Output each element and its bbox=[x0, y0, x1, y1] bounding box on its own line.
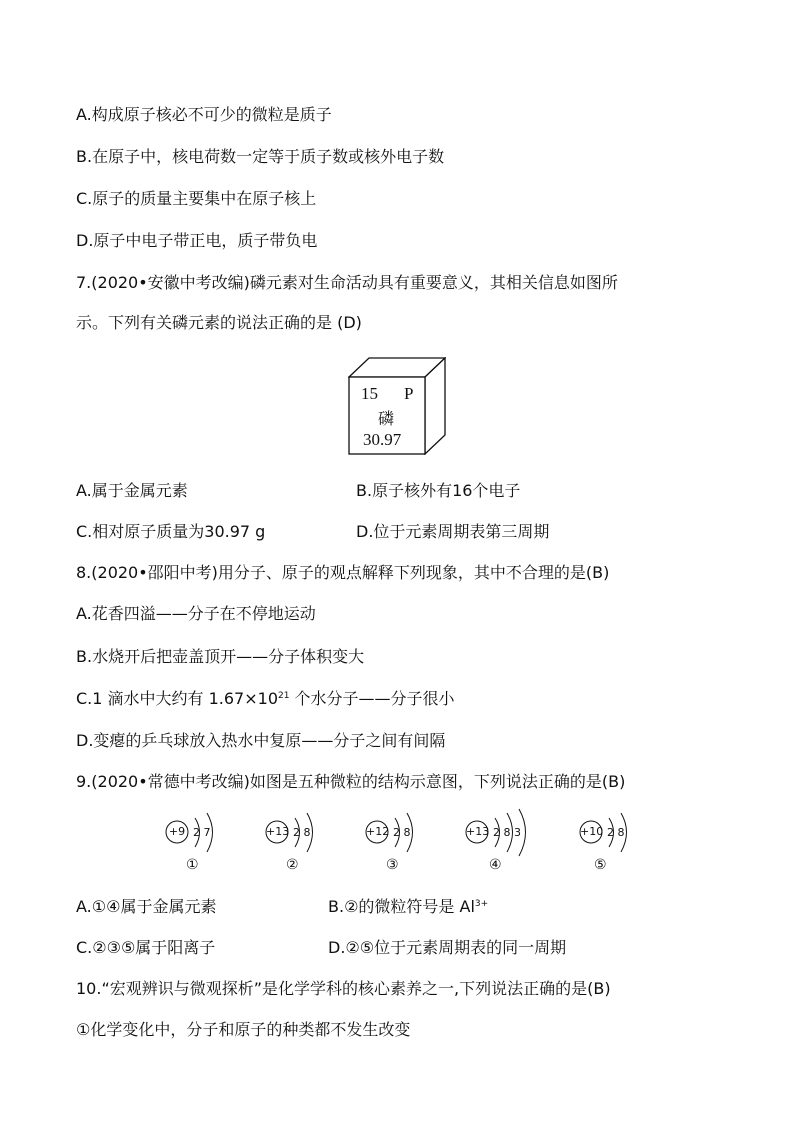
atom-2-label: ② bbox=[286, 857, 299, 873]
q7-option-c: C.相对原子质量为30.97 g bbox=[76, 522, 266, 541]
q6-option-c: C.原子的质量主要集中在原子核上 bbox=[76, 189, 317, 208]
atom-5-nucleus: +10 bbox=[580, 825, 604, 838]
atomic-mass: 30.97 bbox=[363, 430, 402, 449]
q8-option-a: A.花香四溢——分子在不停地运动 bbox=[76, 604, 316, 623]
q7-stem-line2: 示。下列有关磷元素的说法正确的是 (D) bbox=[76, 313, 362, 332]
q8-option-c-text: C.1 滴水中大约有 1.67×10 bbox=[76, 689, 279, 708]
q9-option-a: A.①④属于金属元素 bbox=[76, 897, 217, 916]
atom-3-nucleus: +12 bbox=[366, 825, 390, 838]
q9-option-b-charge: 3+ bbox=[474, 899, 489, 909]
q7-option-d: D.位于元素周期表第三周期 bbox=[356, 522, 550, 541]
atomic-number: 15 bbox=[361, 384, 378, 403]
atom-5-shells: 2 8 bbox=[607, 826, 625, 839]
q8-option-c-exponent: 21 bbox=[278, 691, 290, 701]
q6-option-a: A.构成原子核必不可少的微粒是质子 bbox=[76, 105, 332, 124]
q9-stem: 9.(2020•常德中考改编)如图是五种微粒的结构示意图，下列说法正确的是(B) bbox=[76, 772, 626, 791]
atom-3-label: ③ bbox=[386, 857, 399, 873]
atom-4-label: ④ bbox=[489, 857, 502, 873]
atom-structure-diagrams bbox=[150, 805, 670, 880]
q8-option-b: B.水烧开后把壶盖顶开——分子体积变大 bbox=[76, 647, 365, 666]
q8-option-d: D.变瘪的乒乓球放入热水中复原——分子之间有间隔 bbox=[76, 731, 446, 750]
q9-option-c: C.②③⑤属于阳离子 bbox=[76, 938, 216, 957]
atom-diagram-3 bbox=[364, 805, 464, 880]
atom-5-label: ⑤ bbox=[594, 857, 607, 873]
q10-stem: 10.“宏观辨识与微观探析”是化学学科的核心素养之一,下列说法正确的是(B) bbox=[76, 979, 611, 998]
q7-option-b: B.原子核外有16个电子 bbox=[356, 481, 521, 500]
q9-option-d: D.②⑤位于元素周期表的同一周期 bbox=[328, 938, 567, 957]
atom-diagram-4 bbox=[464, 805, 564, 880]
atom-1-label: ① bbox=[186, 857, 199, 873]
atom-3-shells: 2 8 bbox=[393, 826, 411, 839]
q8-option-c bbox=[76, 689, 455, 709]
atom-1-nucleus: +9 bbox=[168, 825, 186, 838]
atom-diagram-1 bbox=[164, 805, 264, 880]
q6-option-b: B.在原子中，核电荷数一定等于质子数或核外电子数 bbox=[76, 147, 445, 166]
element-cube-phosphorus bbox=[348, 357, 446, 455]
q9-option-b bbox=[328, 897, 488, 917]
atom-2-shells: 2 8 bbox=[293, 826, 311, 839]
atom-4-shells: 2 8 3 bbox=[493, 826, 521, 839]
atom-4-nucleus: +13 bbox=[466, 825, 490, 838]
atom-1-shells: 2 7 bbox=[193, 826, 211, 839]
q7-stem-line1: 7.(2020•安徽中考改编)磷元素对生命活动具有重要意义，其相关信息如图所 bbox=[76, 273, 618, 292]
q9-option-b-text: B.②的微粒符号是 Al bbox=[328, 897, 475, 916]
q8-stem: 8.(2020•邵阳中考)用分子、原子的观点解释下列现象，其中不合理的是(B) bbox=[76, 563, 610, 582]
q7-option-a: A.属于金属元素 bbox=[76, 481, 188, 500]
element-symbol: P bbox=[404, 384, 414, 403]
atom-diagram-2 bbox=[264, 805, 364, 880]
q8-option-c-text-end: 个水分子——分子很小 bbox=[289, 689, 455, 708]
element-name: 磷 bbox=[378, 409, 395, 428]
q10-item-1: ①化学变化中，分子和原子的种类都不发生改变 bbox=[76, 1020, 411, 1039]
atom-2-nucleus: +13 bbox=[266, 825, 290, 838]
atom-diagram-5 bbox=[578, 805, 678, 880]
q6-option-d: D.原子中电子带正电，质子带负电 bbox=[76, 231, 318, 250]
